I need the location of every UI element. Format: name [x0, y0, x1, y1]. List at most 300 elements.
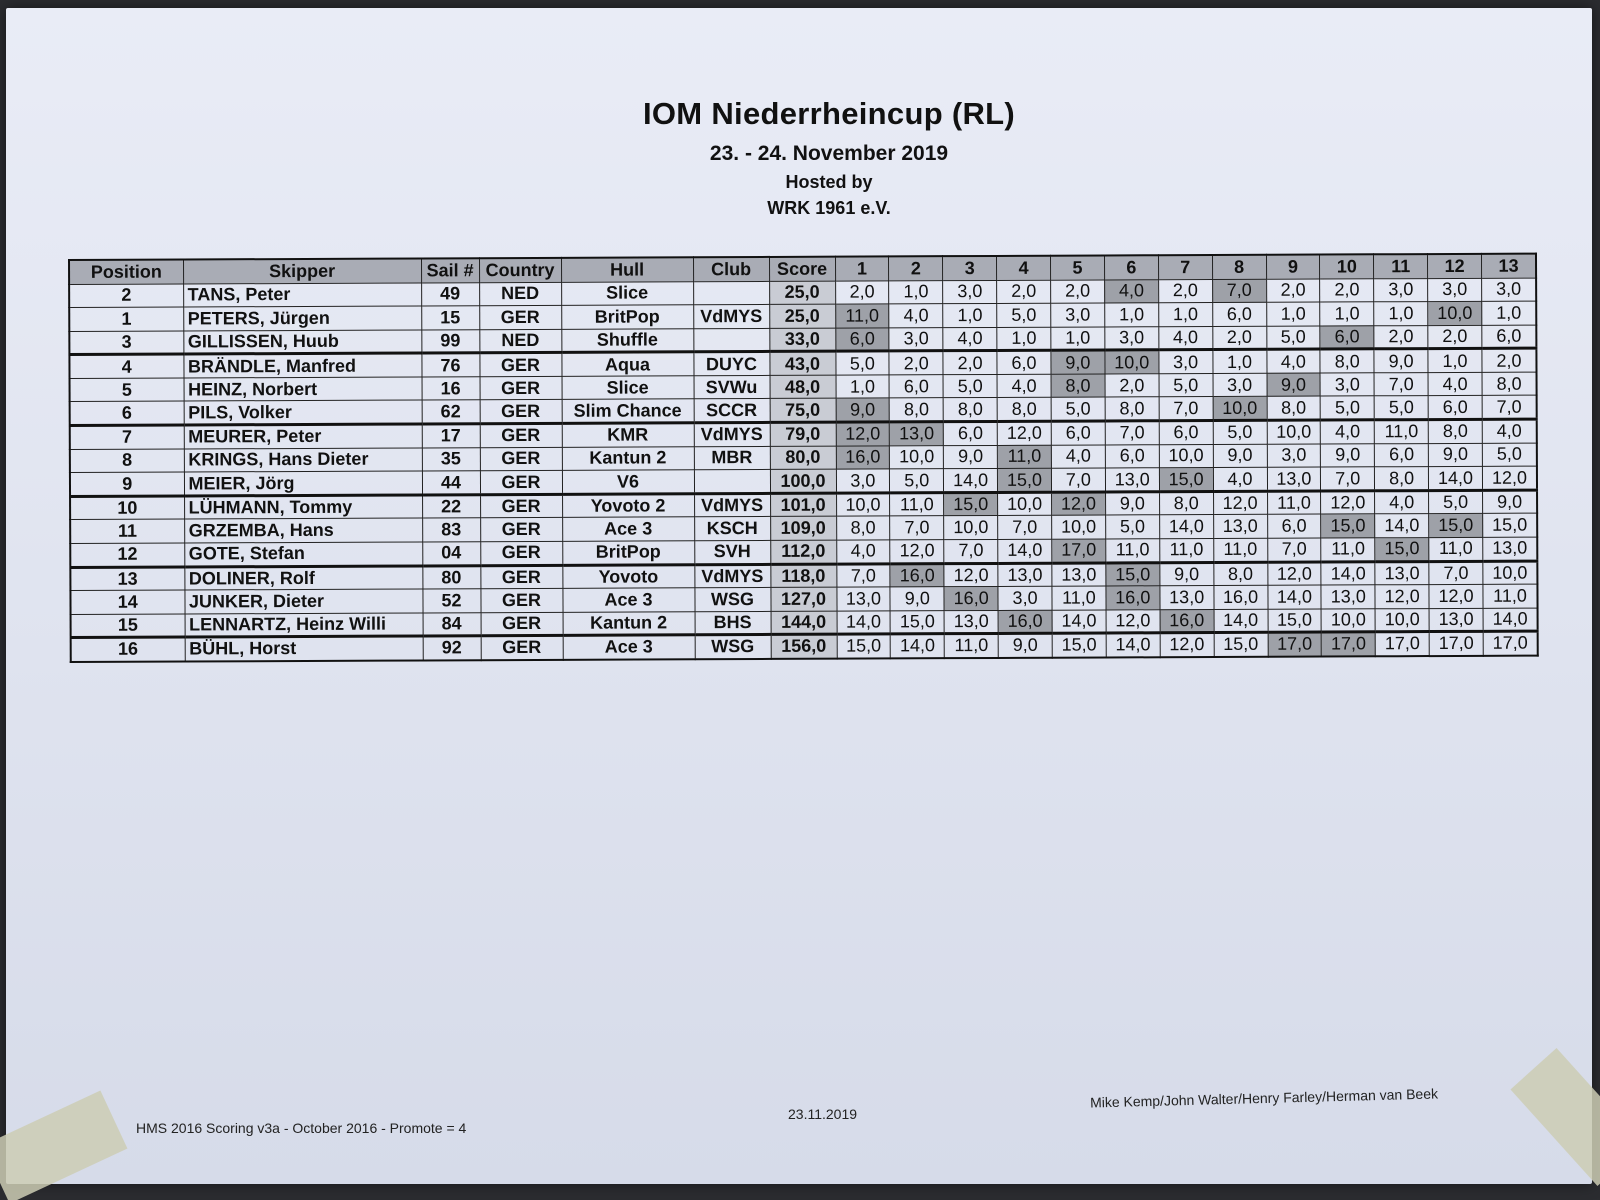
- country-cell: GER: [479, 305, 561, 329]
- skipper-cell: KRINGS, Hans Dieter: [184, 448, 422, 473]
- race-result-cell: 1,0: [1374, 302, 1428, 326]
- race-result-cell: 9,0: [1105, 492, 1159, 516]
- race-result-cell: 1,0: [1428, 349, 1482, 373]
- column-header: 4: [997, 256, 1051, 280]
- race-result-cell: 4,0: [1375, 490, 1429, 514]
- race-result-cell: 14,0: [998, 539, 1052, 563]
- column-header: Skipper: [183, 258, 421, 283]
- race-result-cell: 12,0: [1213, 491, 1267, 515]
- column-header: 3: [943, 256, 997, 280]
- race-result-cell: 4,0: [1104, 279, 1158, 303]
- position-cell: 2: [69, 283, 183, 307]
- club-cell: BHS: [695, 611, 771, 635]
- race-result-cell: 12,0: [1429, 585, 1483, 609]
- skipper-cell: MEIER, Jörg: [184, 471, 422, 496]
- race-result-cell: 5,0: [1159, 373, 1213, 397]
- race-result-cell: 11,0: [1106, 539, 1160, 563]
- race-result-cell: 15,0: [1268, 609, 1322, 633]
- skipper-cell: GOTE, Stefan: [184, 542, 422, 567]
- race-result-cell: 14,0: [1106, 633, 1160, 657]
- race-result-cell: 12,0: [1160, 633, 1214, 657]
- race-result-cell: 16,0: [1214, 585, 1268, 609]
- race-result-cell: 10,0: [890, 445, 944, 469]
- race-result-cell: 5,0: [835, 351, 889, 375]
- race-result-cell: 11,0: [1374, 420, 1428, 444]
- race-result-cell: 10,0: [1483, 561, 1538, 585]
- column-header: Hull: [561, 257, 693, 282]
- race-result-cell: 2,0: [1428, 325, 1482, 349]
- country-cell: GER: [480, 494, 562, 518]
- score-cell: 25,0: [769, 281, 835, 305]
- race-result-cell: 4,0: [836, 540, 890, 564]
- race-result-cell: 6,0: [1159, 421, 1213, 445]
- race-result-cell: 1,0: [1051, 327, 1105, 351]
- race-result-cell: 16,0: [998, 610, 1052, 634]
- position-cell: 15: [71, 614, 185, 638]
- column-header: 9: [1266, 255, 1320, 279]
- race-result-cell: 11,0: [835, 304, 889, 328]
- column-header: Sail #: [421, 258, 479, 282]
- race-result-cell: 8,0: [1159, 491, 1213, 515]
- race-result-cell: 12,0: [836, 422, 890, 446]
- race-result-cell: 9,0: [1213, 444, 1267, 468]
- race-result-cell: 7,0: [1482, 396, 1537, 420]
- table-body: [69, 278, 1538, 662]
- score-cell: 144,0: [771, 611, 837, 635]
- club-cell: [693, 281, 769, 305]
- race-result-cell: 15,0: [890, 610, 944, 634]
- race-result-cell: 14,0: [837, 611, 891, 635]
- race-result-cell: 16,0: [836, 446, 890, 470]
- race-result-cell: 2,0: [1105, 374, 1159, 398]
- race-result-cell: 7,0: [1105, 421, 1159, 445]
- club-cell: DUYC: [693, 352, 769, 376]
- race-result-cell: 13,0: [890, 422, 944, 446]
- race-result-cell: 15,0: [998, 468, 1052, 492]
- race-result-cell: 6,0: [835, 328, 889, 352]
- race-result-cell: 5,0: [1266, 326, 1320, 350]
- race-result-cell: 8,0: [1105, 397, 1159, 421]
- country-cell: GER: [481, 612, 563, 636]
- race-result-cell: 8,0: [889, 398, 943, 422]
- race-result-cell: 7,0: [1159, 397, 1213, 421]
- host-club: WRK 1961 e.V.: [767, 198, 891, 218]
- hull-cell: Slice: [561, 281, 693, 305]
- race-result-cell: 10,0: [1159, 444, 1213, 468]
- sail-number-cell: 76: [421, 353, 479, 377]
- race-result-cell: 12,0: [997, 421, 1051, 445]
- race-result-cell: 7,0: [1212, 279, 1266, 303]
- race-result-cell: 9,0: [1374, 349, 1428, 373]
- race-result-cell: 6,0: [1428, 396, 1482, 420]
- race-result-cell: 6,0: [943, 422, 997, 446]
- race-result-cell: 6,0: [997, 350, 1051, 374]
- club-cell: [694, 470, 770, 494]
- race-result-cell: 3,0: [1159, 350, 1213, 374]
- race-result-cell: 11,0: [890, 493, 944, 517]
- race-result-cell: 15,0: [1106, 562, 1160, 586]
- country-cell: GER: [480, 589, 562, 613]
- race-result-cell: 10,0: [998, 492, 1052, 516]
- race-result-cell: 5,0: [1482, 443, 1537, 467]
- race-result-cell: 9,0: [890, 587, 944, 611]
- table-row: [71, 631, 1538, 661]
- hull-cell: Aqua: [561, 352, 693, 376]
- race-result-cell: 8,0: [997, 398, 1051, 422]
- skipper-cell: TANS, Peter: [183, 282, 421, 307]
- race-result-cell: 9,0: [1483, 490, 1538, 514]
- race-result-cell: 9,0: [1321, 443, 1375, 467]
- race-result-cell: 10,0: [1267, 420, 1321, 444]
- race-result-cell: 10,0: [836, 493, 890, 517]
- hull-cell: Slim Chance: [562, 399, 694, 423]
- skipper-cell: LENNARTZ, Heinz Willi: [185, 613, 423, 638]
- race-result-cell: 4,0: [1482, 419, 1537, 443]
- score-cell: 75,0: [770, 399, 836, 423]
- club-cell: [693, 328, 769, 352]
- country-cell: NED: [479, 282, 561, 306]
- race-result-cell: 7,0: [1051, 468, 1105, 492]
- race-result-cell: 17,0: [1052, 539, 1106, 563]
- score-cell: 43,0: [769, 351, 835, 375]
- hull-cell: Ace 3: [562, 517, 694, 541]
- race-result-cell: 1,0: [1158, 303, 1212, 327]
- position-cell: 12: [70, 543, 184, 567]
- position-cell: 6: [70, 401, 184, 425]
- club-cell: SVH: [694, 540, 770, 564]
- position-cell: 3: [69, 331, 183, 355]
- position-cell: 10: [70, 496, 184, 520]
- country-cell: GER: [480, 518, 562, 542]
- sail-number-cell: 84: [423, 613, 481, 637]
- race-result-cell: 1,0: [1320, 302, 1374, 326]
- position-cell: 11: [70, 519, 184, 543]
- race-result-cell: 3,0: [889, 327, 943, 351]
- sail-number-cell: 35: [422, 447, 480, 471]
- race-result-cell: 2,0: [889, 351, 943, 375]
- hull-cell: Shuffle: [561, 328, 693, 352]
- country-cell: GER: [480, 376, 562, 400]
- race-result-cell: 13,0: [1375, 561, 1429, 585]
- hull-cell: Slice: [562, 376, 694, 400]
- score-cell: 48,0: [770, 375, 836, 399]
- race-result-cell: 14,0: [1159, 515, 1213, 539]
- sail-number-cell: 49: [421, 282, 479, 306]
- race-result-cell: 14,0: [1214, 609, 1268, 633]
- race-result-cell: 8,0: [943, 398, 997, 422]
- credits: Mike Kemp/John Walter/Henry Farley/Herman van Beek: [1089, 1085, 1439, 1111]
- hull-cell: Ace 3: [563, 635, 695, 659]
- race-result-cell: 2,0: [1212, 326, 1266, 350]
- race-result-cell: 13,0: [836, 587, 890, 611]
- country-cell: GER: [479, 353, 561, 377]
- race-result-cell: 13,0: [1160, 586, 1214, 610]
- hosted-by-label: Hosted by: [785, 172, 873, 192]
- race-result-cell: 11,0: [997, 445, 1051, 469]
- sail-number-cell: 92: [423, 636, 481, 660]
- skipper-cell: HEINZ, Norbert: [184, 377, 422, 402]
- column-header: Club: [693, 257, 769, 281]
- race-result-cell: 2,0: [1374, 325, 1428, 349]
- position-cell: 16: [71, 637, 185, 661]
- column-header: Score: [769, 257, 835, 281]
- race-result-cell: 1,0: [836, 375, 890, 399]
- club-cell: VdMYS: [694, 493, 770, 517]
- skipper-cell: BÜHL, Horst: [185, 636, 423, 661]
- race-result-cell: 17,0: [1429, 632, 1483, 656]
- race-result-cell: 16,0: [1160, 609, 1214, 633]
- race-result-cell: 9,0: [1051, 350, 1105, 374]
- race-result-cell: 14,0: [1321, 561, 1375, 585]
- column-header: 12: [1428, 254, 1482, 278]
- country-cell: GER: [480, 471, 562, 495]
- race-result-cell: 14,0: [1429, 467, 1483, 491]
- race-result-cell: 12,0: [890, 540, 944, 564]
- position-cell: 4: [69, 354, 183, 378]
- race-result-cell: 17,0: [1268, 632, 1322, 656]
- race-result-cell: 11,0: [1159, 539, 1213, 563]
- hull-cell: KMR: [562, 423, 694, 447]
- race-result-cell: 13,0: [998, 563, 1052, 587]
- race-result-cell: 8,0: [1267, 397, 1321, 421]
- club-cell: KSCH: [694, 517, 770, 541]
- sail-number-cell: 22: [422, 495, 480, 519]
- sail-number-cell: 52: [422, 589, 480, 613]
- sail-number-cell: 44: [422, 471, 480, 495]
- race-result-cell: 13,0: [1483, 537, 1538, 561]
- race-result-cell: 1,0: [1105, 303, 1159, 327]
- race-result-cell: 11,0: [1483, 584, 1538, 608]
- column-header: 8: [1212, 255, 1266, 279]
- race-result-cell: 15,0: [1375, 538, 1429, 562]
- position-cell: 1: [69, 307, 183, 331]
- race-result-cell: 1,0: [943, 304, 997, 328]
- race-result-cell: 4,0: [1051, 445, 1105, 469]
- race-result-cell: 6,0: [1320, 325, 1374, 349]
- race-result-cell: 6,0: [1375, 443, 1429, 467]
- sail-number-cell: 04: [422, 542, 480, 566]
- race-result-cell: 15,0: [837, 634, 891, 658]
- race-result-cell: 6,0: [1105, 444, 1159, 468]
- club-cell: SCCR: [694, 399, 770, 423]
- race-result-cell: 17,0: [1322, 632, 1376, 656]
- column-header: 11: [1374, 254, 1428, 278]
- race-result-cell: 6,0: [1267, 514, 1321, 538]
- race-result-cell: 14,0: [1375, 514, 1429, 538]
- race-result-cell: 15,0: [1214, 633, 1268, 657]
- race-result-cell: 12,0: [1482, 466, 1537, 490]
- race-result-cell: 2,0: [1482, 348, 1537, 372]
- race-result-cell: 7,0: [836, 564, 890, 588]
- skipper-cell: GILLISSEN, Huub: [183, 330, 421, 355]
- sail-number-cell: 62: [422, 400, 480, 424]
- score-cell: 112,0: [770, 540, 836, 564]
- race-result-cell: 13,0: [944, 610, 998, 634]
- sail-number-cell: 83: [422, 518, 480, 542]
- club-cell: WSG: [695, 635, 771, 659]
- country-cell: GER: [480, 565, 562, 589]
- club-cell: VdMYS: [694, 423, 770, 447]
- race-result-cell: 10,0: [1105, 350, 1159, 374]
- hull-cell: Yovoto 2: [562, 494, 694, 518]
- skipper-cell: DOLINER, Rolf: [184, 566, 422, 591]
- hull-cell: BritPop: [561, 305, 693, 329]
- column-header: 2: [889, 256, 943, 280]
- race-result-cell: 3,0: [998, 586, 1052, 610]
- race-result-cell: 5,0: [1320, 396, 1374, 420]
- race-result-cell: 15,0: [1429, 514, 1483, 538]
- race-result-cell: 10,0: [1213, 397, 1267, 421]
- race-result-cell: 10,0: [1052, 515, 1106, 539]
- sail-number-cell: 15: [421, 306, 479, 330]
- race-result-cell: 7,0: [998, 516, 1052, 540]
- race-result-cell: 5,0: [997, 303, 1051, 327]
- club-cell: SVWu: [694, 375, 770, 399]
- race-result-cell: 11,0: [944, 634, 998, 658]
- race-result-cell: 13,0: [1213, 515, 1267, 539]
- race-result-cell: 14,0: [1267, 585, 1321, 609]
- race-result-cell: 8,0: [1213, 562, 1267, 586]
- race-result-cell: 11,0: [1429, 537, 1483, 561]
- race-result-cell: 11,0: [1267, 491, 1321, 515]
- race-result-cell: 7,0: [1267, 538, 1321, 562]
- race-result-cell: 10,0: [1321, 609, 1375, 633]
- score-cell: 118,0: [770, 564, 836, 588]
- race-result-cell: 14,0: [944, 469, 998, 493]
- race-result-cell: 13,0: [1052, 563, 1106, 587]
- race-result-cell: 10,0: [944, 516, 998, 540]
- race-result-cell: 5,0: [1051, 397, 1105, 421]
- results-sheet: [6, 8, 1592, 1184]
- race-result-cell: 2,0: [1320, 278, 1374, 302]
- skipper-cell: MEURER, Peter: [184, 424, 422, 449]
- race-result-cell: 1,0: [1266, 302, 1320, 326]
- score-cell: 80,0: [770, 446, 836, 470]
- race-result-cell: 12,0: [1267, 562, 1321, 586]
- event-title: IOM Niederrheincup (RL): [642, 96, 1016, 131]
- skipper-cell: LÜHMANN, Tommy: [184, 495, 422, 520]
- sheet-header: [6, 96, 1600, 219]
- race-result-cell: 3,0: [1213, 373, 1267, 397]
- race-result-cell: 10,0: [1375, 608, 1429, 632]
- column-header: 1: [835, 256, 889, 280]
- race-result-cell: 2,0: [1051, 279, 1105, 303]
- country-cell: NED: [479, 329, 561, 353]
- race-result-cell: 7,0: [1374, 372, 1428, 396]
- country-cell: GER: [480, 400, 562, 424]
- race-result-cell: 13,0: [1321, 585, 1375, 609]
- hull-cell: Yovoto: [562, 564, 694, 588]
- race-result-cell: 15,0: [1159, 468, 1213, 492]
- race-result-cell: 9,0: [1428, 443, 1482, 467]
- hull-cell: V6: [562, 470, 694, 494]
- race-result-cell: 9,0: [836, 398, 890, 422]
- skipper-cell: BRÄNDLE, Manfred: [183, 353, 421, 378]
- hull-cell: BritPop: [562, 541, 694, 565]
- results-table: [68, 253, 1539, 663]
- race-result-cell: 1,0: [889, 280, 943, 304]
- race-result-cell: 16,0: [890, 563, 944, 587]
- print-date: 23.11.2019: [788, 1106, 858, 1122]
- race-result-cell: 4,0: [1321, 420, 1375, 444]
- column-header: 13: [1481, 254, 1536, 278]
- race-result-cell: 15,0: [1321, 514, 1375, 538]
- position-cell: 14: [70, 590, 184, 614]
- skipper-cell: JUNKER, Dieter: [184, 589, 422, 614]
- score-cell: 25,0: [769, 304, 835, 328]
- column-header: 6: [1104, 255, 1158, 279]
- race-result-cell: 5,0: [1106, 515, 1160, 539]
- race-result-cell: 5,0: [1429, 490, 1483, 514]
- race-result-cell: 1,0: [997, 327, 1051, 351]
- race-result-cell: 14,0: [891, 634, 945, 658]
- race-result-cell: 9,0: [1160, 562, 1214, 586]
- race-result-cell: 3,0: [1482, 278, 1537, 302]
- race-result-cell: 5,0: [943, 374, 997, 398]
- race-result-cell: 12,0: [944, 563, 998, 587]
- country-cell: GER: [481, 636, 563, 660]
- race-result-cell: 9,0: [998, 634, 1052, 658]
- club-cell: MBR: [694, 446, 770, 470]
- race-result-cell: 7,0: [1321, 467, 1375, 491]
- hull-cell: Kantun 2: [562, 446, 694, 470]
- race-result-cell: 14,0: [1052, 610, 1106, 634]
- hull-cell: Ace 3: [562, 588, 694, 612]
- skipper-cell: PILS, Volker: [184, 400, 422, 425]
- race-result-cell: 13,0: [1429, 608, 1483, 632]
- position-cell: 9: [70, 472, 184, 496]
- score-cell: 101,0: [770, 493, 836, 517]
- race-result-cell: 3,0: [1428, 278, 1482, 302]
- race-result-cell: 4,0: [889, 304, 943, 328]
- column-header: Country: [479, 258, 561, 282]
- column-header: Position: [69, 259, 183, 283]
- race-result-cell: 5,0: [1374, 396, 1428, 420]
- race-result-cell: 4,0: [1213, 468, 1267, 492]
- race-result-cell: 3,0: [836, 469, 890, 493]
- race-result-cell: 2,0: [997, 280, 1051, 304]
- race-result-cell: 2,0: [1158, 279, 1212, 303]
- country-cell: GER: [480, 423, 562, 447]
- race-result-cell: 2,0: [943, 351, 997, 375]
- race-result-cell: 8,0: [1428, 419, 1482, 443]
- race-result-cell: 4,0: [1428, 372, 1482, 396]
- race-result-cell: 3,0: [943, 280, 997, 304]
- race-result-cell: 3,0: [1051, 303, 1105, 327]
- race-result-cell: 8,0: [1051, 374, 1105, 398]
- race-result-cell: 15,0: [1052, 633, 1106, 657]
- scoring-version: HMS 2016 Scoring v3a - October 2016 - Promote = 4: [136, 1120, 467, 1136]
- race-result-cell: 8,0: [1375, 467, 1429, 491]
- race-result-cell: 12,0: [1106, 610, 1160, 634]
- club-cell: VdMYS: [694, 564, 770, 588]
- race-result-cell: 14,0: [1483, 608, 1538, 632]
- race-result-cell: 8,0: [1482, 372, 1537, 396]
- score-cell: 109,0: [770, 517, 836, 541]
- sail-number-cell: 16: [422, 377, 480, 401]
- race-result-cell: 13,0: [1105, 468, 1159, 492]
- column-header: 10: [1320, 254, 1374, 278]
- country-cell: GER: [480, 447, 562, 471]
- race-result-cell: 16,0: [1106, 586, 1160, 610]
- club-cell: VdMYS: [693, 305, 769, 329]
- position-cell: 5: [70, 378, 184, 402]
- race-result-cell: 17,0: [1483, 631, 1538, 655]
- race-result-cell: 4,0: [1266, 349, 1320, 373]
- sail-number-cell: 17: [422, 424, 480, 448]
- position-cell: 8: [70, 449, 184, 473]
- score-cell: 127,0: [770, 587, 836, 611]
